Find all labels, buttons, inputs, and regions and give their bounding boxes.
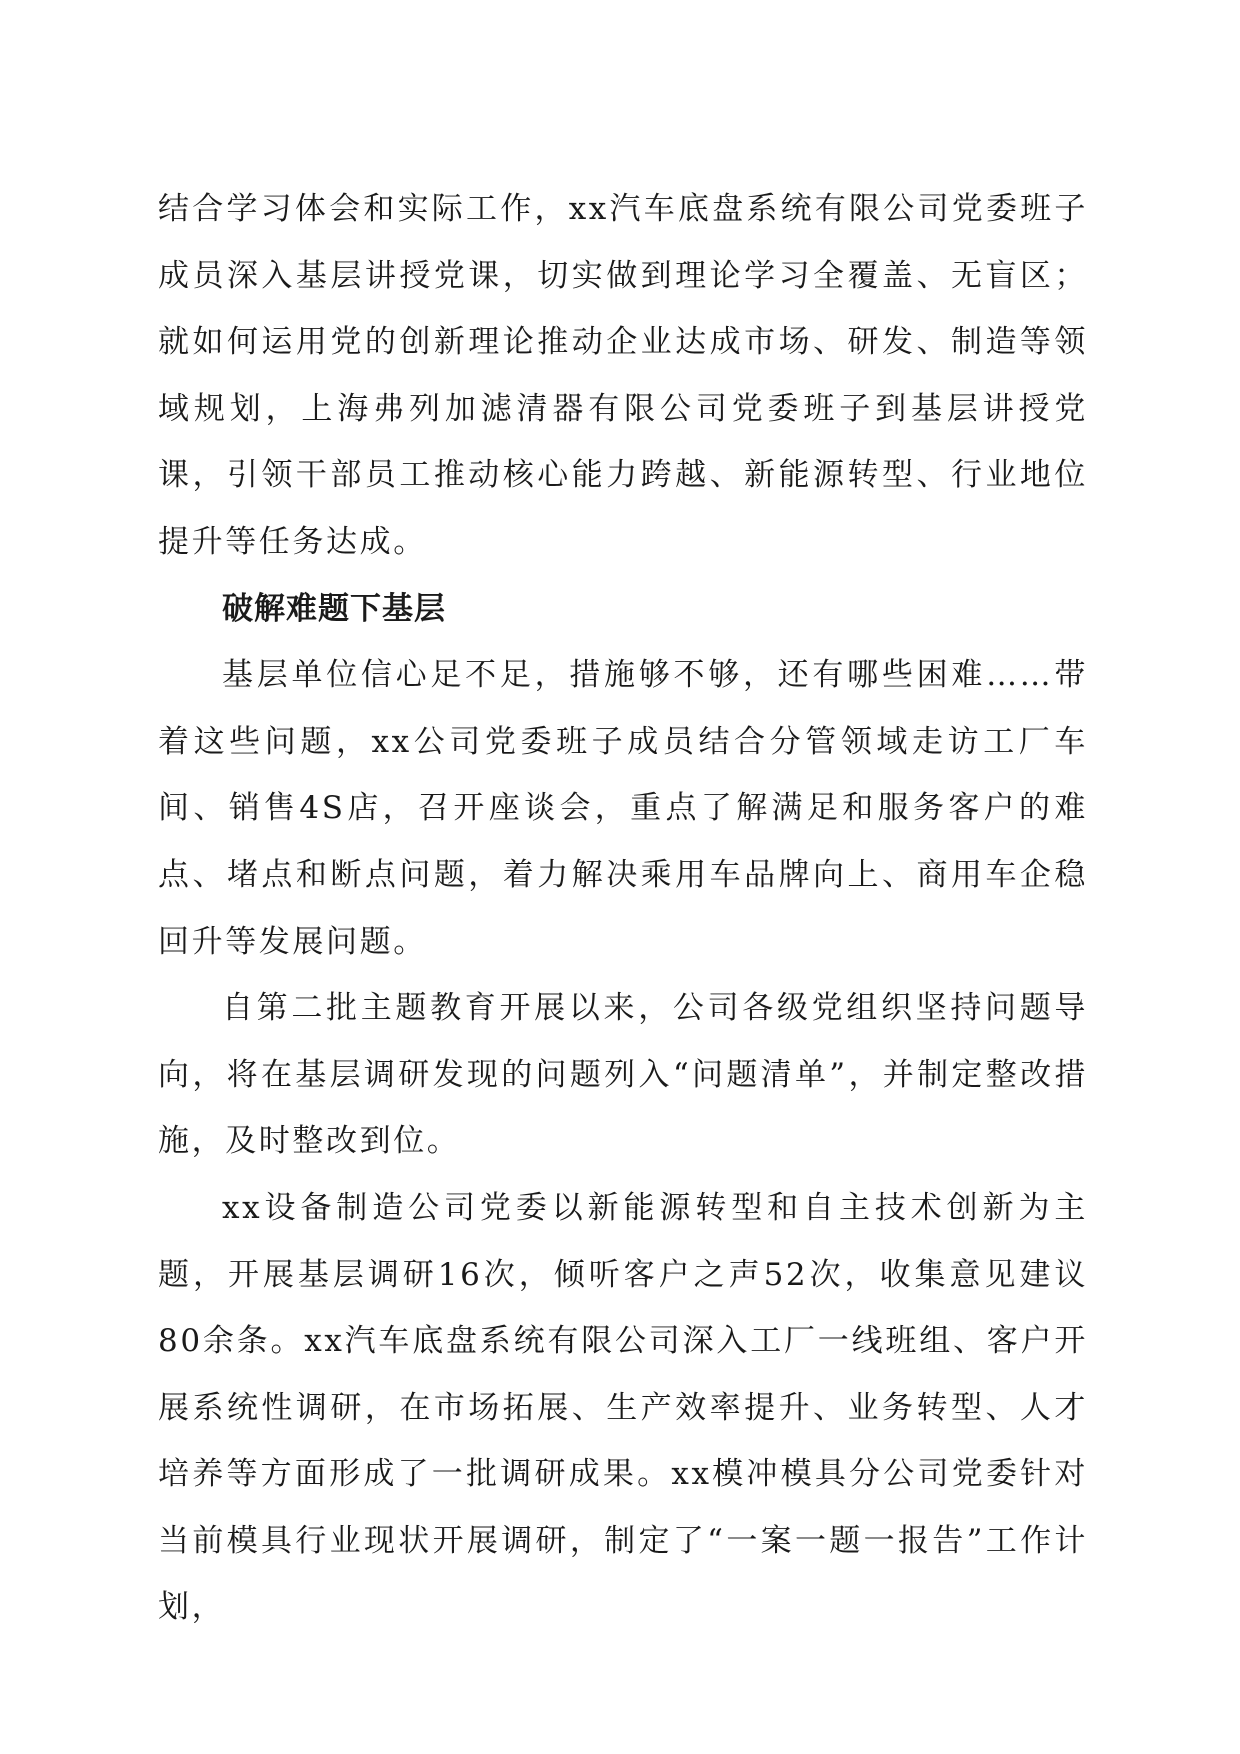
paragraph-problem-list: 自第二批主题教育开展以来，公司各级党组织坚持问题导向，将在基层调研发现的问题列入“问题清单”，并制定整改措施，及时整改到位。 [158, 990, 1088, 1160]
paragraph-research-results: xx设备制造公司党委以新能源转型和自主技术创新为主题，开展基层调研16次，倾听客户之声52次，收集意见建议80余条。xx汽车底盘系统有限公司深入工厂一线班组、客户开展系统性调研，在市场拓展、生产效率提升、业务转型、人才培养等方面形成了一批调研成果。xx模冲模具分公司党委针对当前模具行业现状开展调研，制定了“一案一题一报告”工作计划， [158, 1189, 1088, 1626]
paragraph-grassroots-visits: 基层单位信心足不足，措施够不够，还有哪些困难……带着这些问题，xx公司党委班子成员结合分管领域走访工厂车间、销售4S店，召开座谈会，重点了解满足和服务客户的难点、堵点和断点问题，着力解决乘用车品牌向上、商用车企稳回升等发展问题。 [158, 657, 1088, 960]
document-body [158, 176, 1088, 1641]
paragraph-lecture-summary: 结合学习体会和实际工作，xx汽车底盘系统有限公司党委班子成员深入基层讲授党课，切实做到理论学习全覆盖、无盲区；就如何运用党的创新理论推动企业达成市场、研发、制造等领域规划，上海弗列加滤清器有限公司党委班子到基层讲授党课，引领干部员工推动核心能力跨越、新能源转型、行业地位提升等任务达成。 [158, 191, 1088, 560]
section-heading: 破解难题下基层 [222, 590, 446, 627]
